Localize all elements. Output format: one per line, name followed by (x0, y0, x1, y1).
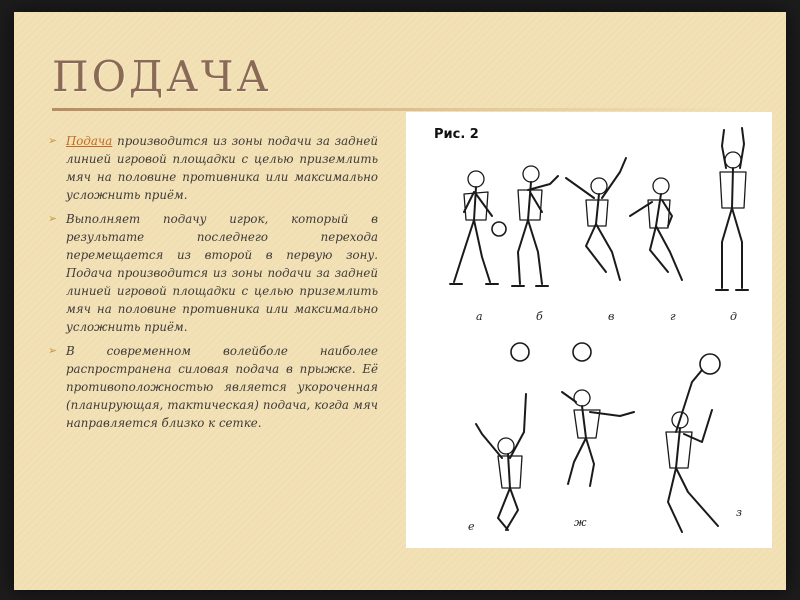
label-z: з (736, 506, 742, 519)
player-figure-z (666, 370, 718, 532)
label-zh: ж (574, 516, 587, 529)
player-figure-zh (562, 390, 634, 486)
bullet-text: Выполняет подачу игрок, который в результате последнего перехода перемещается из второй в первую зону. Подача производится из зоны подачи за задней линией игровой площадки с целью приземлить мяч на половине противника или максимально усложнить приём. (66, 212, 378, 334)
title-underline (52, 108, 746, 111)
bullet-paragraph-3 (48, 342, 378, 432)
player-figure-b (512, 166, 558, 286)
slide (14, 12, 786, 590)
bullet-arrow-icon: ➢ (48, 212, 58, 225)
label-a: а (476, 310, 483, 323)
label-e: е (468, 520, 475, 533)
figure-caption: Рис. 2 (434, 127, 479, 142)
term-highlight: Подача (66, 134, 113, 148)
label-d: д (730, 310, 737, 323)
bullet-paragraph-2 (48, 210, 378, 336)
label-g: г (670, 310, 676, 323)
bullet-text: В современном волейболе наиболее распространена силовая подача в прыжке. Её противоположностью является укороченная (планирующая, тактическая) подача, когда мяч направляется близко к сетке. (66, 344, 378, 430)
ball-e (511, 343, 529, 361)
bullet-arrow-icon: ➢ (48, 134, 58, 147)
bullet-text: производится из зоны подачи за задней линией игровой площадки с целью приземлить мяч на половине противника или максимально усложнить приём. (66, 134, 378, 202)
player-figure-d (716, 128, 748, 290)
player-figure-g (630, 178, 682, 280)
label-b: б (536, 310, 543, 323)
serve-illustration (406, 112, 772, 548)
player-figure-a (450, 171, 506, 284)
ball-zh (573, 343, 591, 361)
slide-title: ПОДАЧА (52, 52, 272, 101)
serve-illustration-figure (406, 112, 772, 548)
player-figure-e (476, 394, 526, 530)
ball-z (700, 354, 720, 374)
bullet-paragraph-1 (48, 132, 378, 204)
label-v: в (608, 310, 615, 323)
text-column (48, 132, 378, 438)
bullet-arrow-icon: ➢ (48, 344, 58, 357)
player-figure-v (566, 158, 626, 280)
